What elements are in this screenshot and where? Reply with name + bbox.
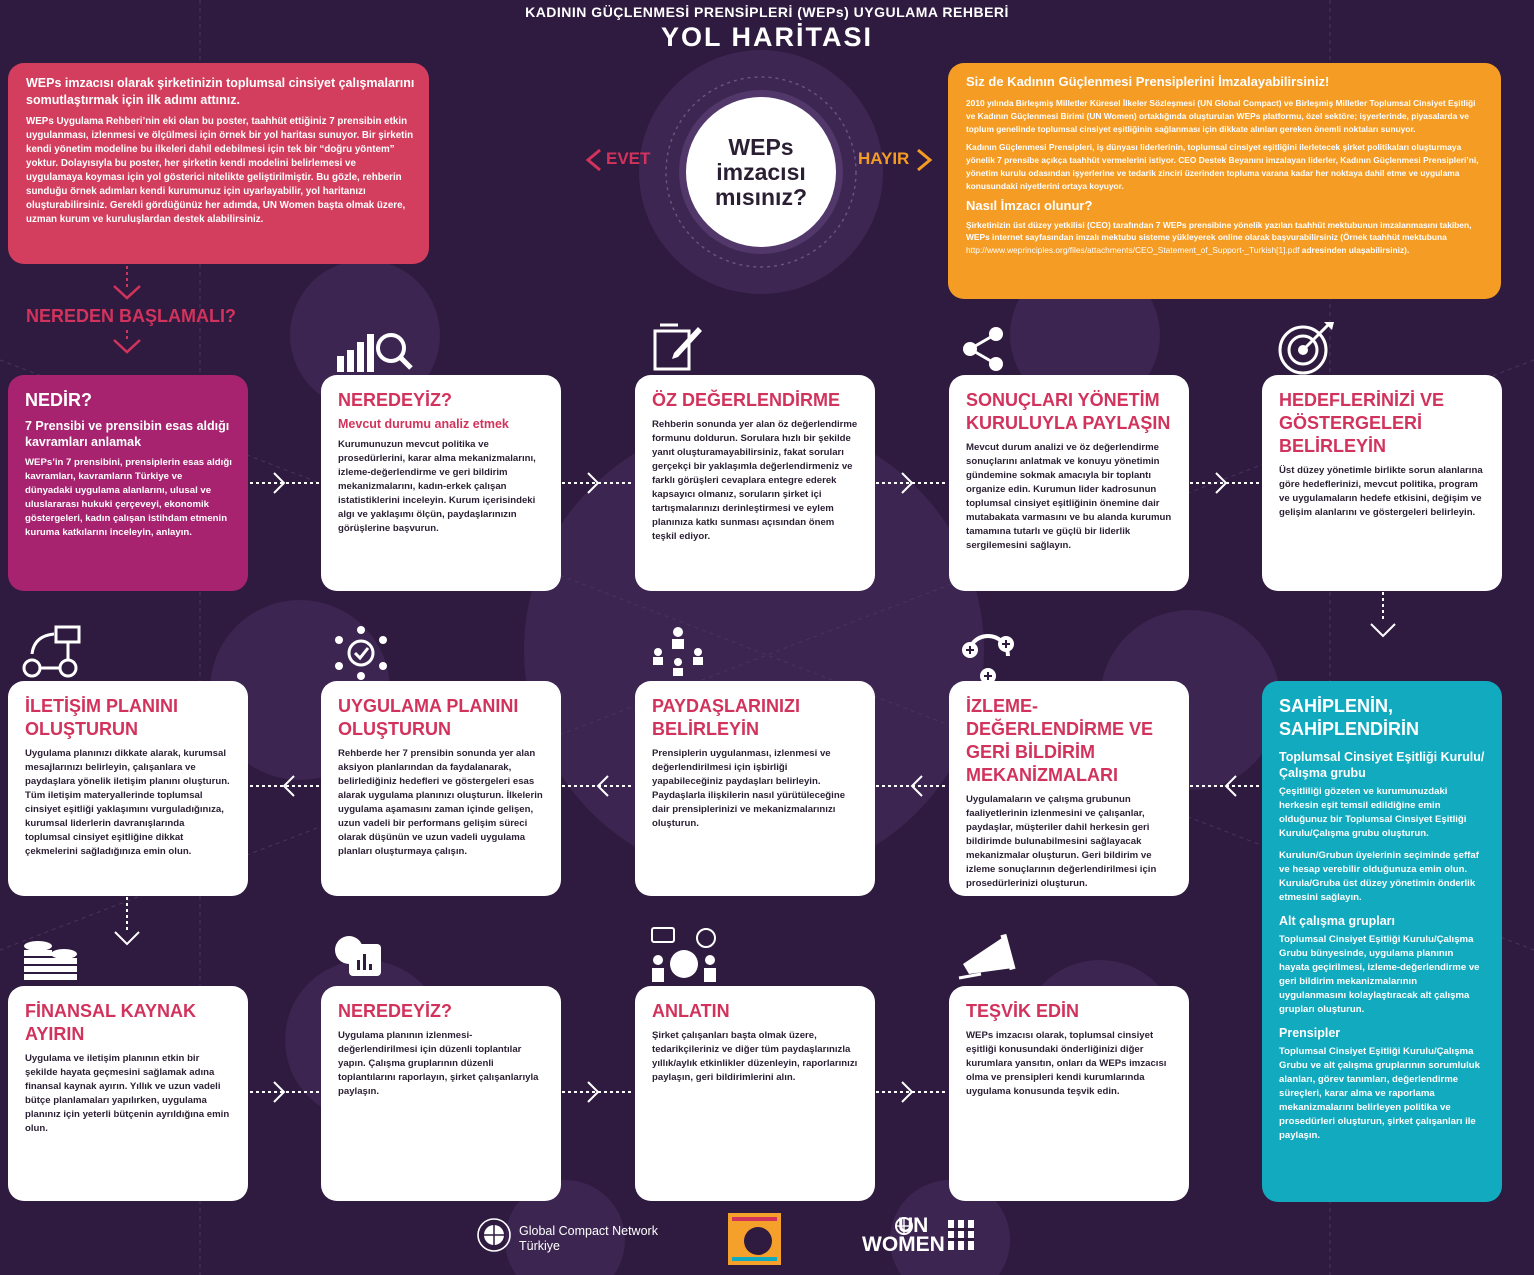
self-assessment-icon (652, 323, 704, 373)
step-tesvik-edin-title: TEŞVİK EDİN (966, 1001, 1080, 1021)
budget-coins-icon (22, 936, 80, 988)
talk-group-icon (646, 926, 724, 984)
step-nedir-subtitle: 7 Prensibi ve prensibin esas aldığı kavramları anlamak (25, 419, 230, 449)
step-sonuclari-paylasin-title: SONUÇLARI YÖNETİM KURULUYLA PAYLAŞIN (966, 390, 1171, 433)
step-neredeyiz-2-body: Uygulama planının izlenmesi-değerlendirilmesi için düzenli toplantılar yapın. Çalışma gruplarının düzenli toplantılarını raporlayın, şirket çalışanlarıyla paylaşın. (338, 1030, 539, 1097)
step-neredeyiz-1-body: Kurumunuzun mevcut politika ve prosedürlerini, karar alma mekanizmalarını, izleme-değerlendirme ve geri bildirim mekanizmalarını, kadın-erkek çalışan istatistiklerini inceleyin. Kurum içerisindeki algı ve yaklaşımı ölçün, paydaşlarınızın görüşlerine başvurun. (338, 439, 536, 534)
step-hedefler-title: HEDEFLERİNİZİ VE GÖSTERGELERİ BELİRLEYİN (1279, 390, 1445, 456)
step-anlatin-title: ANLATIN (652, 1001, 730, 1021)
step-neredeyiz-1-subtitle: Mevcut durumu analiz etmek (338, 417, 509, 431)
step-oz-degerlendirme (635, 375, 875, 591)
step-sahiplenin-title: SAHİPLENİN, SAHİPLENDİRİN (1279, 696, 1420, 739)
step-sahiplenin-body-2: Kurulun/Grubun üyelerinin seçiminde şeffaf ve hesap verebilir olduğunuza emin olun. Kurula/Gruba üst düzey yönetimin önderlik etmesini sağlayın. (1279, 850, 1479, 903)
step-neredeyiz-2 (321, 986, 561, 1201)
signatory-question: WEPs imzacısı mısınız? (686, 97, 836, 247)
sign-body-1: 2010 yılında Birleşmiş Milletler Küresel İlkeler Sözleşmesi (UN Global Compact) ve Birleşmiş Milletler Toplumsal Cinsiyet Eşitliği ve Kadının Güçlenmesi Birimi (UN Women) ortaklığında oluşturulan WEPs platformu, özel sektöre; işyerlerinde, piyasalarda ve toplum genelinde toplumsal cinsiyet eşitliğinin sağlanması için dikkate alınları gereken önemli noktaları sunuyor. (966, 98, 1476, 134)
stakeholders-icon (650, 626, 706, 678)
weps-logo (728, 1213, 781, 1265)
step-sahiplenin (1262, 681, 1502, 1202)
un-women-line-2: WOMEN (862, 1233, 945, 1256)
global-compact-line-2: Türkiye (519, 1239, 560, 1253)
step-oz-degerlendirme-body: Rehberin sonunda yer alan öz değerlendirme formunu doldurun. Sorulara hızlı bir şekilde yanıt oluşturamayabilirsiniz, fakat soruları gerçekçi bir yaklaşımla değerlendirmeniz ve farklı görüşleri cevaplara entegre ederek kapsayıcı olmanız, soruların şirket içi tartışmalarınızı derinleştirmesi ve eylem planınıza katkı sunması açısından önem teşkil ediyor. (652, 419, 858, 542)
step-paydaslar-body: Prensiplerin uygulanması, izlenmesi ve değerlendirilmesi için işbirliği yapabileceğiniz paydaşları belirleyin. Paydaşlarla ilişkilerin nasıl yürütüleceğine dair prensiplerinizi ve mekanizmalarınızı oluşturun. (652, 748, 846, 829)
step-uygulama-plani-title: UYGULAMA PLANINI OLUŞTURUN (338, 696, 519, 739)
global-compact-text (519, 1224, 658, 1254)
megaphone-icon (957, 930, 1021, 984)
sign-body-3-text: Şirketinizin üst düzey yetkilisi (CEO) tarafından 7 WEPs prensibine yönelik yazılan taahhüt mektubunun imzalanmasını takiben, WEPs internet sayfasından imzalı mektubu sisteme yükleyerek online olarak başvurabilirsiniz (Örnek taahhüt mektubuna (966, 219, 1472, 243)
un-women-emblem (946, 1218, 978, 1252)
sign-box (948, 63, 1501, 299)
communication-flow-icon (20, 624, 82, 678)
step-finansal-kaynak-title: FİNANSAL KAYNAK AYIRIN (25, 1001, 197, 1044)
step-uygulama-plani-body: Rehberde her 7 prensibin sonunda yer alan aksiyon planlarından da faydalanarak, belirlediğiniz hedefleri ve göstergeleri esas alarak uygulama planınızı oluşturun. İlkelerin uygulama aşamasını zaman içinde gelişen, uzun vadeli bir performans gelişim süreci olarak düşünün ve uzun vadeli uygulama planları oluşturmaya çalışın. (338, 748, 543, 857)
un-women-line-1: UN (898, 1214, 929, 1237)
step-finansal-kaynak-body: Uygulama ve iletişim planının etkin bir şekilde hayata geçmesini sağlamak adına finansal kaynak ayırın. Yıllık ve uzun vadeli bütçe planlamaları yapılırken, uygulama planınız için yeterli bütçenin ayrıldığına emin olun. (25, 1053, 230, 1134)
step-paydaslar (635, 681, 875, 896)
step-neredeyiz-2-title: NEREDEYİZ? (338, 1001, 453, 1021)
no-label: HAYIR (858, 149, 910, 168)
step-neredeyiz-1 (321, 375, 561, 591)
analysis-chart-icon (335, 326, 415, 374)
report-meeting-icon (333, 930, 385, 986)
target-icon (1276, 320, 1336, 376)
step-anlatin-body: Şirket çalışanları başta olmak üzere, tedarikçileriniz ve diğer tüm paydaşlarınızla yıllık/aylık etkinlikler düzenleyin, raporlarınızı paylaşın, geri bildirimlerini alın. (652, 1030, 858, 1083)
step-iletisim-plani-title: İLETİŞİM PLANINI OLUŞTURUN (25, 696, 178, 739)
step-finansal-kaynak (8, 986, 248, 1201)
step-oz-degerlendirme-title: ÖZ DEĞERLENDİRME (652, 390, 841, 410)
poster-title: YOL HARİTASI (660, 22, 873, 52)
sign-body-3 (966, 219, 1487, 257)
step-tesvik-edin (949, 986, 1189, 1201)
step-sahiplenin-body-1: Çeşitliliği gözeten ve kurumunuzdaki herkesin eşit temsil edildiğine emin olduğunuz bir Toplumsal Cinsiyet Eşitliği Kurulu/Çalışma grubu oluşturun. (1279, 786, 1467, 839)
intro-body: WEPs Uygulama Rehberi’nin eki olan bu poster, taahhüt ettiğiniz 7 prensibin etkin uygulanması, izlenmesi ve ölçülmesi için örnek bir yol haritası sunuyor. Bir şirketin kendi yönetim modeline bu ilkeleri dahil edebilmesi için tek bir “doğru yöntem” yoktur. Dolayısıyla bu poster, her şirketin kendi modelini belirlemesi ve uygulamaya koyması için yol gösterici nitelikte geliştirilmiştir. Bu gözle, rehberin sunduğu örnek adımları kendi kurumunuz için uyarlayabilir, yol haritanızı oluşturabilirsiniz. Gerekli gördüğünüz her adımda, UN Women başta olmak üzere, uzman kurum ve kuruluşlardan destek alabilirsiniz. (26, 116, 414, 225)
step-sahiplenin-body-4: Toplumsal Cinsiyet Eşitliği Kurulu/Çalışma Grubu ve alt çalışma gruplarının sorumluluk alanları, görev tanımları, değerlendirme süreçleri, karar alma ve raporlama mekanizmalarını belirleyen politika ve prosedürleri oluşturun, şirket çalışanları ile paylaşın. (1279, 1046, 1480, 1141)
step-izleme-degerlendirme-title: İZLEME-DEĞERLENDİRME VE GERİ BİLDİRİM MEKANİZMALARI (966, 696, 1154, 785)
global-compact-logo (476, 1217, 512, 1253)
step-iletisim-plani (8, 681, 248, 896)
step-sonuclari-paylasin-body: Mevcut durum analizi ve öz değerlendirme sonuçlarını anlatmak ve konuyu yönetimin gündemine sokmak amacıyla bir toplantı organize edin. Kurumun lider kadrosunun toplumsal cinsiyet eşitliğinin önemine dair mutabakata varmasını ve bu alanda kurumun tamamına tutarlı ve güçlü bir liderlik sergilemesini sağlayın. (966, 442, 1172, 551)
sign-body-2: Kadının Güçlenmesi Prensipleri, iş dünyası liderlerinin, toplumsal cinsiyet eşitliğini ilerletecek şirket politikaları oluşturmaya yönelik 7 prensibe açıkça taahhüt vermelerini istiyor. CEO Destek Beyanını imzalayan liderler, Kadının Güçlenmesi Prensipleri’ni, yönetim kurulu odasından işyerlerine ve tedarik zinciri üzerinden topluma varana kadar her noktaya dahil etme ve uygulama konusundaki niyetlerini ortaya koyuyor. (966, 142, 1479, 191)
step-sahiplenin-subtitle-1: Toplumsal Cinsiyet Eşitliği Kurulu/Çalışma grubu (1279, 750, 1485, 780)
poster-subtitle: KADININ GÜÇLENMESİ PRENSİPLERİ (WEPs) UYGULAMA REHBERİ (525, 4, 1009, 20)
step-paydaslar-title: PAYDAŞLARINIZI BELİRLEYİN (652, 696, 801, 739)
step-sahiplenin-subtitle-3: Prensipler (1279, 1026, 1341, 1040)
monitoring-cycle-icon (960, 630, 1018, 684)
step-neredeyiz-1-title: NEREDEYİZ? (338, 390, 453, 410)
step-izleme-degerlendirme-body: Uygulamaların ve çalışma grubunun faaliyetlerinin izlenmesini ve çalışanlar, paydaşlar, müşteriler dahil herkesin geri bildirimde bulunabilmesini sağlayacak mekanizmalar oluşturun. Geri bildirim ve izleme sonuçlarının değerlendirilmesi için prosedürlerinizi oluşturun. (966, 794, 1157, 889)
implementation-network-icon (333, 626, 389, 680)
step-uygulama-plani (321, 681, 561, 896)
un-globe-icon (894, 1216, 914, 1236)
step-hedefler (1262, 375, 1502, 591)
start-label: NEREDEN BAŞLAMALI? (26, 306, 236, 326)
step-nedir (8, 375, 248, 591)
step-nedir-body: WEPs’in 7 prensibini, prensiplerin esas aldığı kavramları, kavramların Türkiye ve dünyadaki uygulama alanlarını, ulusal ve uluslararası hukuki çerçeveyi, ekonomik göstergeleri, kadın çalışan istihdam etmenin kuruma katkılarını inceleyin, anlayın. (25, 457, 232, 538)
sign-link[interactable]: http://www.weprinciples.org/files/attachments/CEO_Statement_of_Support-_Turkish[1].pdf (966, 245, 1300, 256)
intro-box (8, 63, 429, 264)
sign-title: Siz de Kadının Güçlenmesi Prensiplerini İmzalayabilirsiniz! (966, 74, 1330, 89)
step-tesvik-edin-body: WEPs imzacısı olarak, toplumsal cinsiyet eşitliği konusundaki önderliğinizi diğer kurumlara yansıtın, onları da WEPs imzacısı olma ve prensipleri kendi kurumlarında uygulama konusunda teşvik edin. (966, 1030, 1167, 1097)
share-icon (960, 326, 1008, 372)
intro-title: WEPs imzacısı olarak şirketinizin toplumsal cinsiyet çalışmalarını somutlaştırmak için ilk adımı attınız. (26, 76, 415, 107)
step-iletisim-plani-body: Uygulama planınızı dikkate alarak, kurumsal mesajlarınızı belirleyin, çalışanlara ve paydaşlara yönelik iletişim planını oluşturun. Tüm iletişim materyallerinde toplumsal cinsiyet eşitliği yaklaşımını vurguladığınıza, kurumsal liderlerin davranışlarında toplumsal cinsiyet eşitliğine dikkat çekmelerini sağladığınıza emin olun. (25, 748, 230, 857)
global-compact-line-1: Global Compact Network (519, 1224, 658, 1238)
step-sahiplenin-subtitle-2: Alt çalışma grupları (1279, 914, 1396, 928)
step-izleme-degerlendirme (949, 681, 1189, 896)
yes-label: EVET (606, 149, 651, 168)
step-hedefler-body: Üst düzey yönetimle birlikte sorun alanlarına göre hedeflerinizi, mevcut politika, program ve uygulamaların hedefe etkisini, değişim ve gelişim alanlarını ve göstergeleri belirleyin. (1279, 465, 1483, 518)
step-nedir-title: NEDİR? (25, 390, 92, 410)
step-sonuclari-paylasin (949, 375, 1189, 591)
sign-subtitle: Nasıl İmzacı olunur? (966, 197, 1093, 213)
step-sahiplenin-body-3: Toplumsal Cinsiyet Eşitliği Kurulu/Çalışma Grubu bünyesinde, uygulama planının hayata geçirilmesi, izleme-değerlendirme ve geri bildirim mekanizmalarının uygulanmasını kolaylaştıracak alt çalışma grupları oluşturun. (1279, 934, 1480, 1015)
step-anlatin (635, 986, 875, 1201)
sign-body-4: adresinden ulaşabilirsiniz). (1301, 245, 1410, 256)
